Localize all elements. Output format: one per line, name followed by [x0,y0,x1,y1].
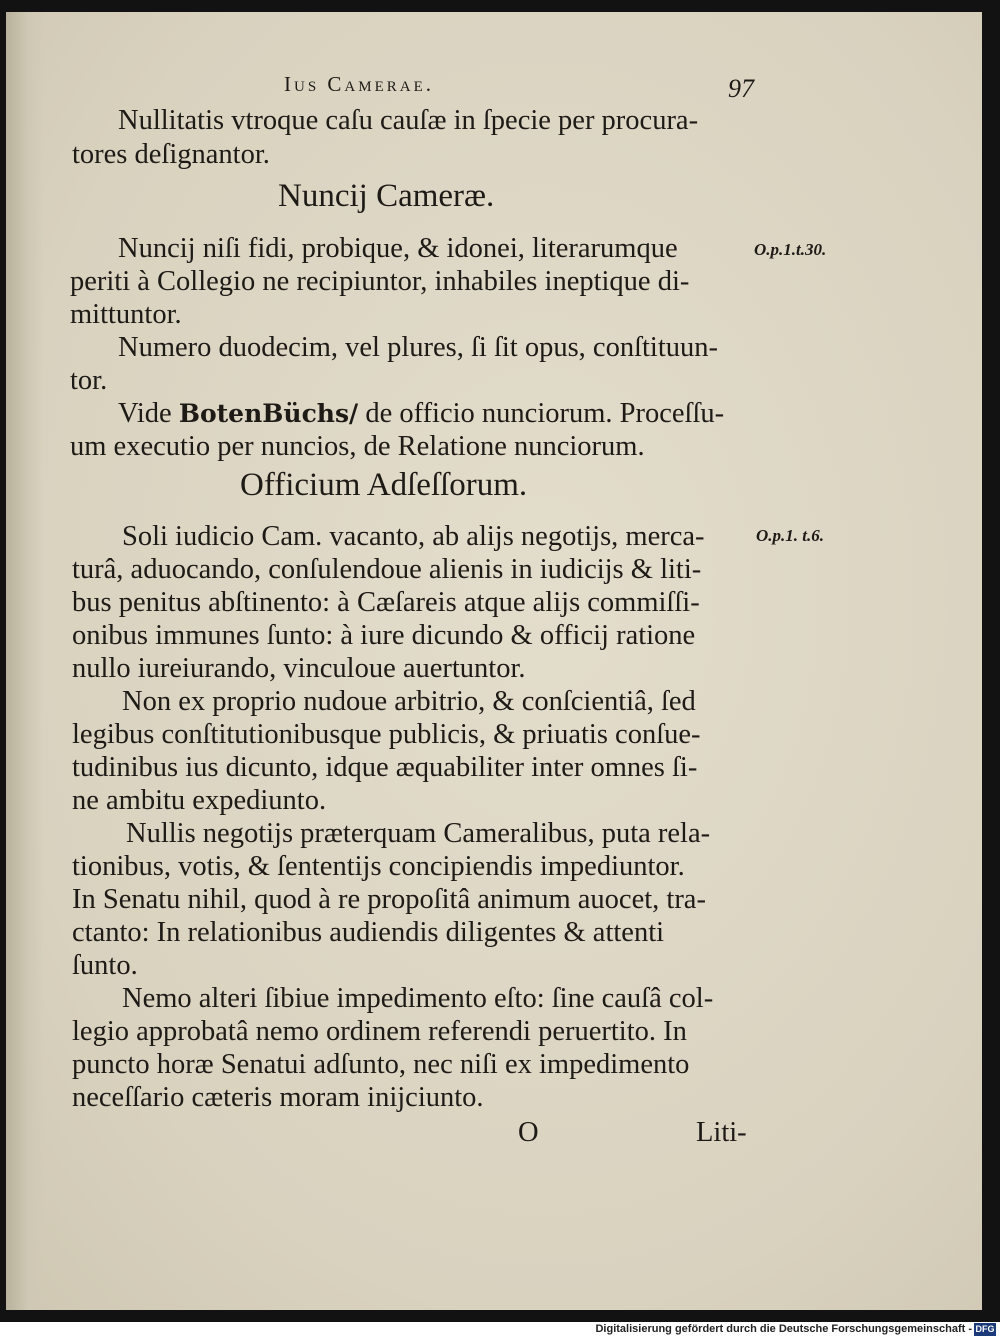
text-line-fraktur [118,397,724,431]
text-line: legibus conſtitutionibusque publicis, & priuatis conſue- [72,719,701,750]
text-line: periti à Collegio ne recipiuntor, inhabiles ineptique di- [70,266,690,297]
text-line: turâ, aduocando, conſulendoue alienis in iudicijs & liti- [72,554,702,585]
text-line: um executio per nuncios, de Relatione nunciorum. [70,431,645,462]
text-line: tudinibus ius dicunto, idque æquabiliter inter omnes ſi- [72,752,698,783]
text-line: puncto horæ Senatui adſunto, nec niſi ex impedimento [72,1049,690,1080]
text-fragment: Vide [118,398,172,429]
page-text [6,12,982,1310]
section-heading-officium: Officium Adſeſſorum. [240,467,528,503]
running-head: Ius Camerae. [284,72,435,96]
text-line: tionibus, votis, & ſententijs concipiendis impediuntor. [72,851,685,882]
text-line: nullo iureiurando, vinculoue auertuntor. [72,653,526,684]
catchword: Liti- [696,1117,747,1148]
dfg-logo-icon: DFG [975,1324,995,1334]
fraktur-word: BotenBüchs/ [178,399,359,428]
text-line: Nuncij niſi fidi, probique, & idonei, literarumque [118,233,678,264]
margin-note: O.p.1.t.30. [754,240,827,259]
text-line: Numero duodecim, vel plures, ſi ſit opus, conſtituun- [118,332,718,363]
text-fragment: de officio nunciorum. Proceſſu- [365,398,725,429]
text-line: legio approbatâ nemo ordinem referendi peruertito. In [72,1016,687,1047]
section-heading-nuncij: Nuncij Cameræ. [278,178,495,214]
signature-mark: O [518,1117,539,1148]
text-line: tor. [70,365,108,396]
text-line: neceſſario cæteris moram inijciunto. [72,1082,484,1113]
text-line: ctanto: In relationibus audiendis diligentes & attenti [72,917,665,948]
book-page [6,12,982,1310]
text-line: Non ex proprio nudoue arbitrio, & conſcientiâ, ſed [122,686,696,717]
text-line: ne ambitu expediunto. [72,785,327,816]
text-line: mittuntor. [70,299,182,330]
margin-note: O.p.1. t.6. [756,526,824,545]
text-line: Soli iudicio Cam. vacanto, ab alijs negotijs, merca- [122,521,705,552]
text-line: Nullitatis vtroque caſu cauſæ in ſpecie per procura- [118,105,699,136]
text-line: Nemo alteri ſibiue impedimento eſto: ſine cauſâ col- [122,983,714,1014]
text-line: Nullis negotijs præterquam Cameralibus, puta rela- [126,818,711,849]
text-line: tores deſignantor. [72,139,270,170]
page-number: 97 [728,74,754,103]
text-line: In Senatu nihil, quod à re propoſitâ animum auocet, tra- [72,884,706,915]
text-line: onibus immunes ſunto: à iure dicundo & officij ratione [72,620,696,651]
footer-credit: Digitalisierung gefördert durch die Deutsche Forschungsgemeinschaft - [595,1323,972,1335]
text-line: ſunto. [72,950,138,981]
text-line: bus penitus abſtinento: à Cæſareis atque alijs commiſſi- [72,587,700,618]
